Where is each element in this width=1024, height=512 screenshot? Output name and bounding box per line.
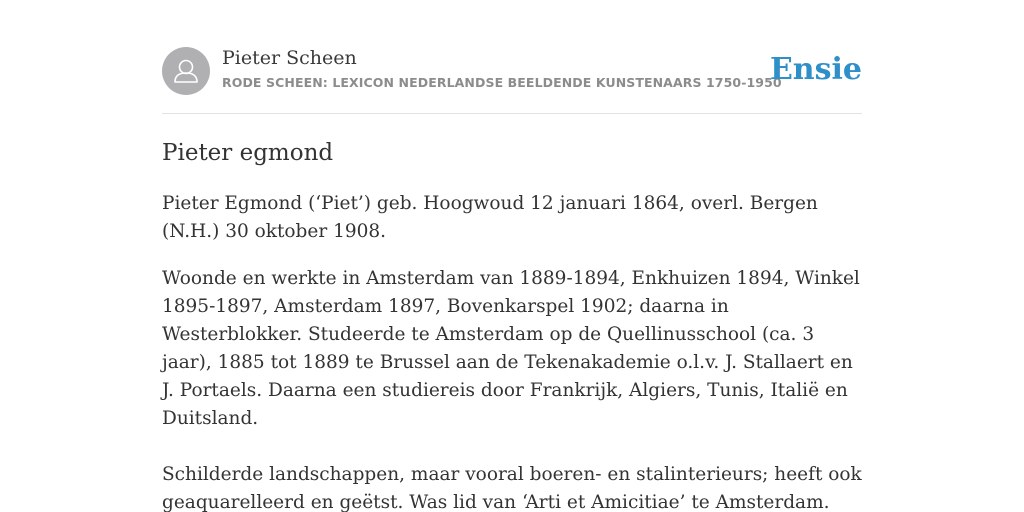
author-name[interactable]: Pieter Scheen (222, 47, 357, 69)
article-paragraph: Woonde en werkte in Amsterdam van 1889-1894, Enkhuizen 1894, Winkel 1895-1897, Amsterdam 1897, Bovenkarspel 1902; daarna in Westerblokker. Studeerde te Amsterdam op de Quellinusschool (ca. 3 jaar), 1885 tot 1889 te Brussel aan de Tekenakademie o.l.v. J. Stallaert en J. Portaels. Daarna een studiereis door Frankrijk, Algiers, Tunis, Italië en Duitsland. (162, 268, 860, 429)
source-label[interactable]: RODE SCHEEN: LEXICON NEDERLANDSE BEELDENDE KUNSTENAARS 1750-1950 (222, 75, 782, 90)
article-body (162, 190, 862, 512)
article-paragraph: Pieter Egmond (‘Piet’) geb. Hoogwoud 12 januari 1864, overl. Bergen (N.H.) 30 oktober 1908. (162, 193, 818, 242)
user-avatar-icon[interactable] (162, 47, 210, 95)
article-header (162, 46, 862, 96)
article-paragraph: Schilderde landschappen, maar vooral boeren- en stalinterieurs; heeft ook geaquarelleerd en geëtst. Was lid van ‘Arti et Amicitiae’ te Amsterdam. (162, 464, 862, 512)
header-divider (162, 113, 862, 114)
article-title: Pieter egmond (162, 140, 334, 166)
ensie-logo[interactable]: Ensie (769, 52, 862, 87)
